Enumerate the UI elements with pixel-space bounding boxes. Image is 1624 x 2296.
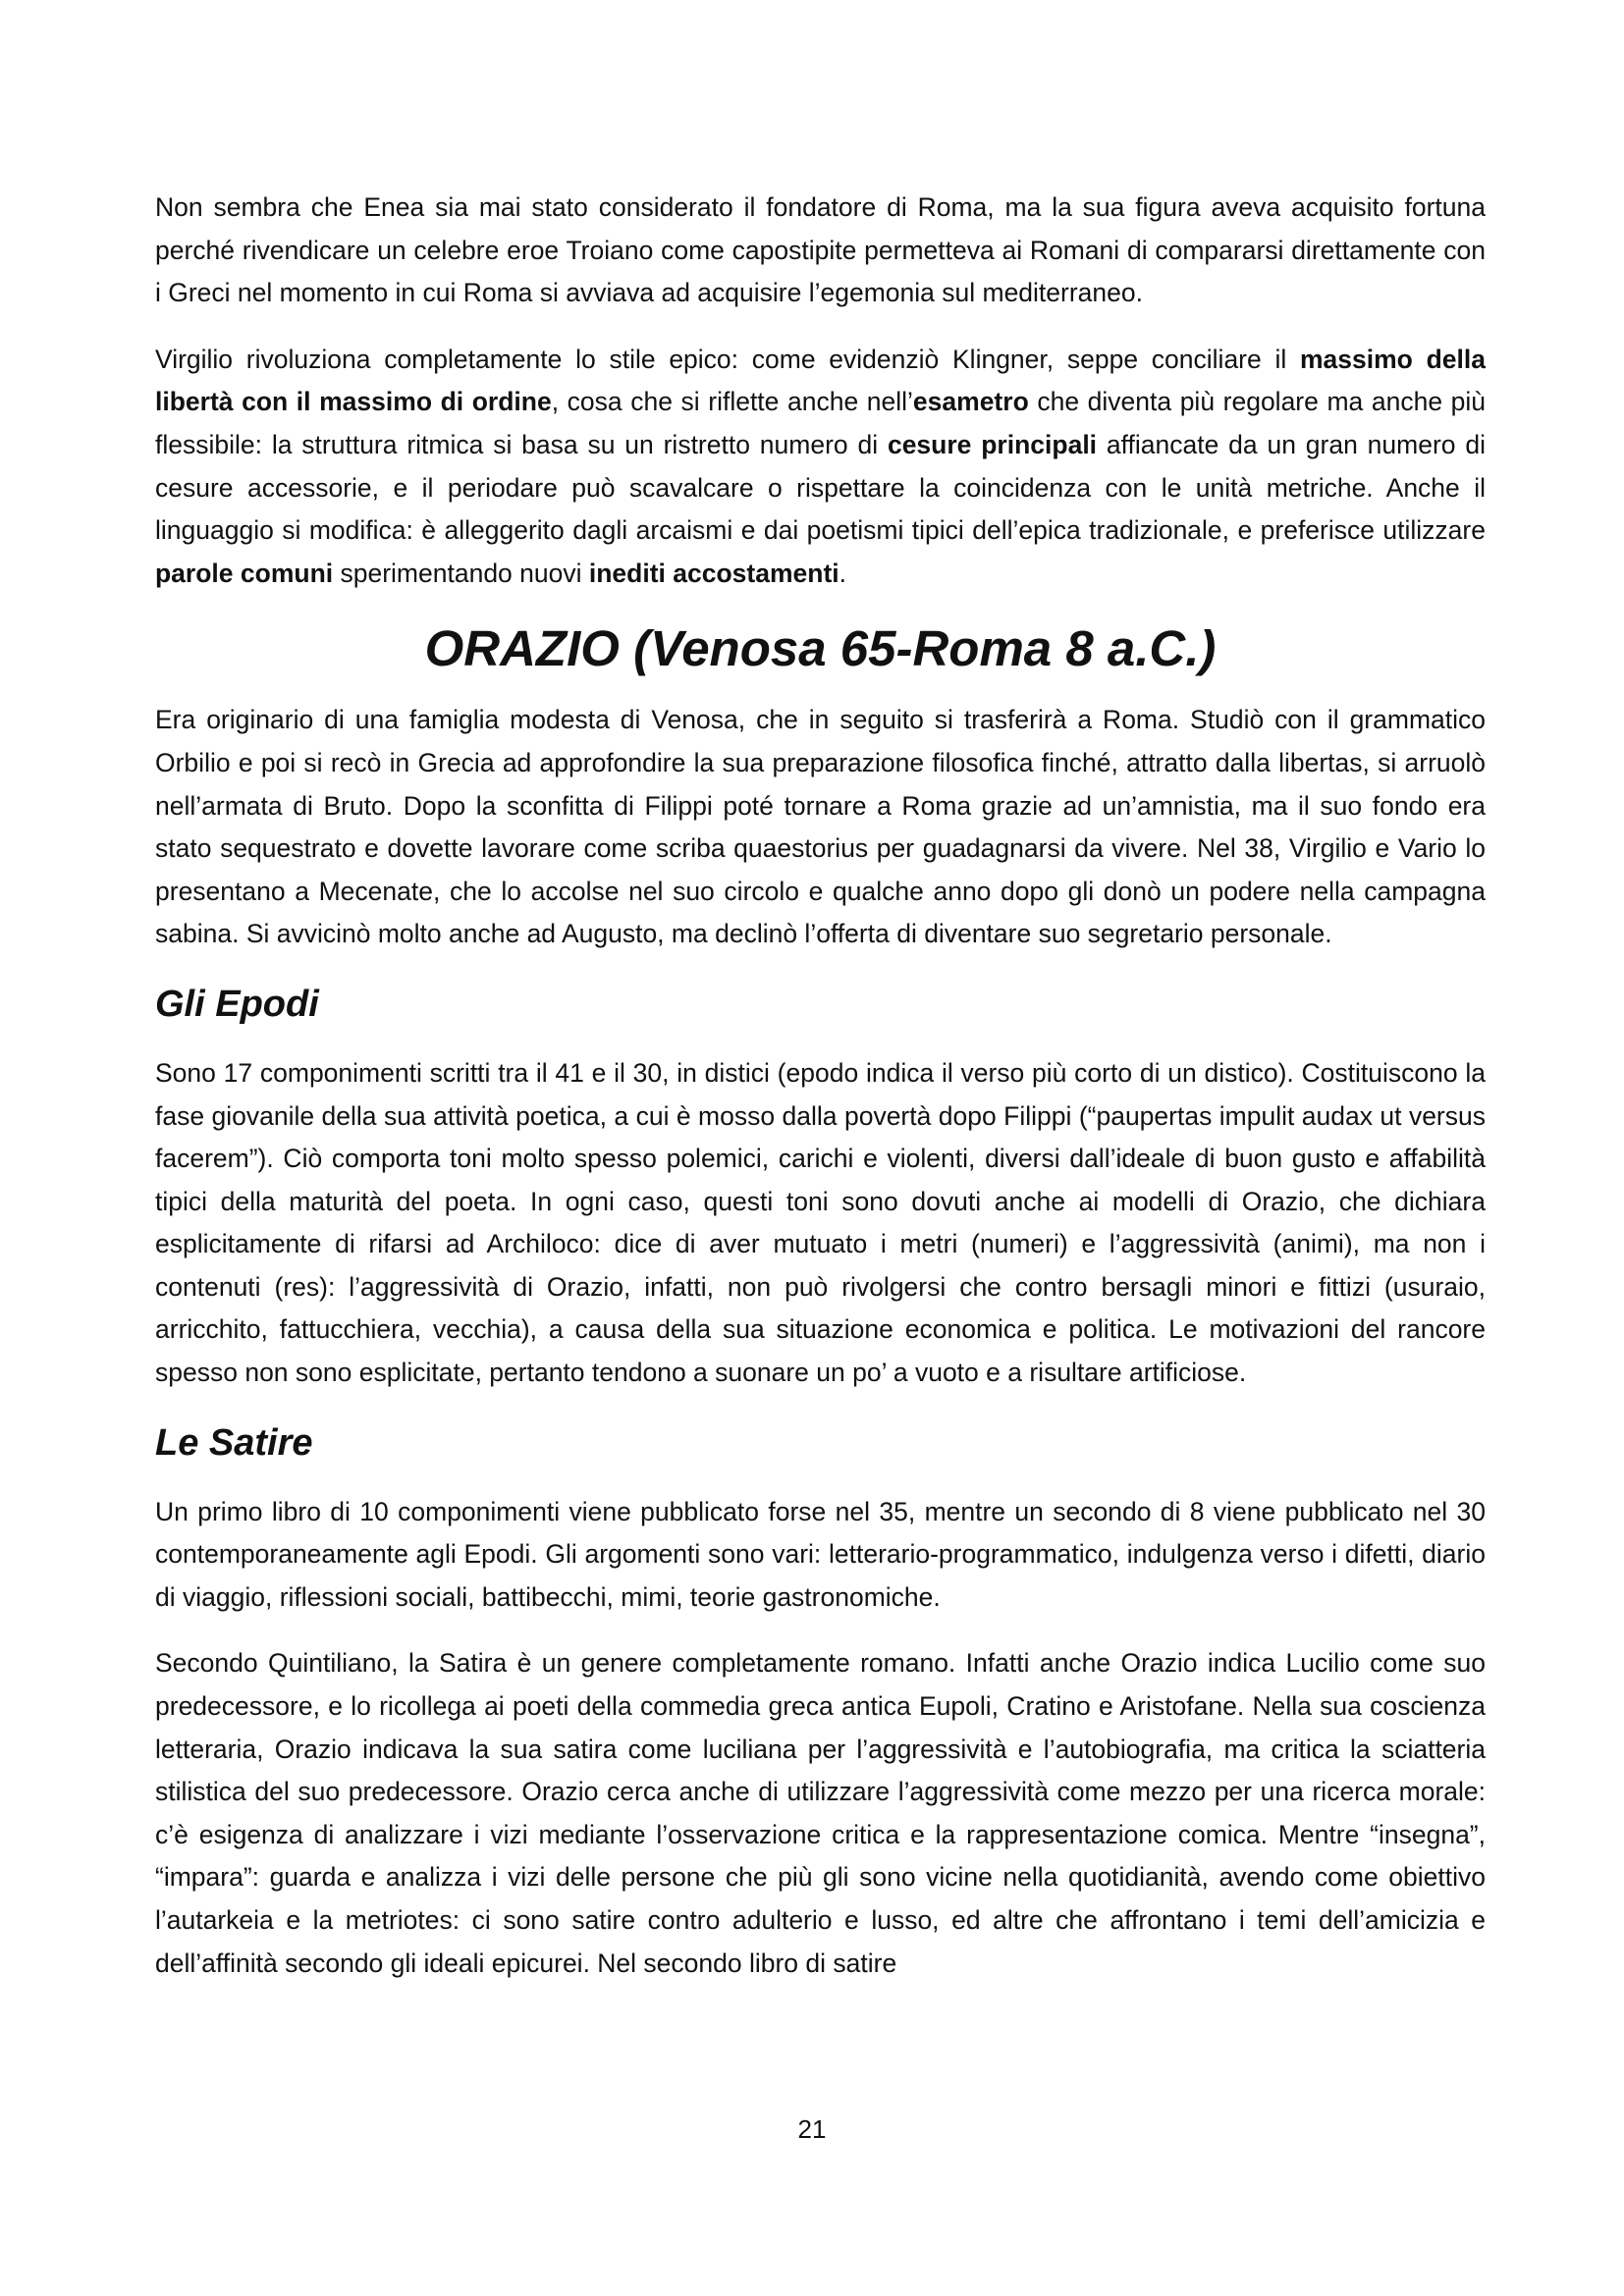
bold-term: esametro [912,387,1029,417]
heading-epodi: Gli Epodi [155,983,319,1025]
paragraph-epodi: Sono 17 componimenti scritti tra il 41 e il 30, in distici (epodo indica il verso più corto di un distico). Costituiscono la fase giovanile della sua attività poetica, a cui è mosso dalla povertà dopo Filippi (“paupertas impulit audax ut versus facerem”). Ciò comporta toni molto spesso polemici, carichi e violenti, diversi dall’ideale di buon gusto e affabilità tipici della maturità del poeta. In ogni caso, questi toni sono dovuti anche ai modelli di Orazio, che dichiara esplicitamente di rifarsi ad Archiloco: dice di aver mutuato i metri (numeri) e l’aggressività (animi), ma non i contenuti (res): l’aggressività di Orazio, infatti, non può rivolgersi che contro bersagli minori e fittizi (usuraio, arricchito, fattucchiera, vecchia), a causa della sua situazione economica e politica. Le motivazioni del rancore spesso non sono esplicitate, pertanto tendono a suonare un po’ a vuoto e a risultare artificiose. [155,1057,1486,1388]
bold-term: inediti accostamenti [588,558,839,588]
bold-term: cesure principali [887,429,1098,459]
text-run: Virgilio rivoluziona completamente lo stile epico: come evidenziò Klingner, seppe conciliare il [155,344,1300,374]
page-number: 21 [797,2114,827,2144]
document-body [155,187,1486,2008]
bold-term: massimo della libertà con il massimo di ordine [155,344,1486,417]
paragraph-enea: Non sembra che Enea sia mai stato considerato il fondatore di Roma, ma la sua figura aveva acquisito fortuna perché rivendicare un celebre eroe Troiano come capostipite permetteva ai Romani di compararsi direttamente con i Greci nel momento in cui Roma si avviava ad acquisire l’egemonia sul mediterraneo. [155,192,1486,308]
text-run: sperimentando nuovi [333,558,589,588]
paragraph-orazio-bio: Era originario di una famiglia modesta di Venosa, che in seguito si trasferirà a Roma. Studiò con il grammatico Orbilio e poi si recò in Grecia ad approfondire la sua preparazione filosofica finché, attratto dalla libertas, si arruolò nell’armata di Bruto. Dopo la sconfitta di Filippi poté tornare a Roma grazie ad un’amnistia, ma il suo fondo era stato sequestrato e dovette lavorare come scriba quaestorius per guadagnarsi da vivere. Nel 38, Virgilio e Vario lo presentano a Mecenate, che lo accolse nel suo circolo e qualche anno dopo gli donò un podere nella campagna sabina. Si avvicinò molto anche ad Augusto, ma declinò l’offerta di diventare suo segretario personale. [155,705,1486,949]
heading-orazio: ORAZIO (Venosa 65-Roma 8 a.C.) [424,620,1217,677]
paragraph-virgilio-stile [155,339,1486,596]
text-run: . [839,558,847,588]
text-run: , cosa che si riflette anche nell’ [551,387,913,417]
paragraph-satire-libri: Un primo libro di 10 componimenti viene pubblicato forse nel 35, mentre un secondo di 8 viene pubblicato nel 30 contemporaneamente agli Epodi. Gli argomenti sono vari: letterario-programmatico, indulgenza verso i difetti, diario di viaggio, riflessioni sociali, battibecchi, mimi, teorie gastronomiche. [155,1496,1486,1612]
paragraph-satire-genere: Secondo Quintiliano, la Satira è un genere completamente romano. Infatti anche Orazio indica Lucilio come suo predecessore, e lo ricollega ai poeti della commedia greca antica Eupoli, Cratino e Aristofane. Nella sua coscienza letteraria, Orazio indicava la sua satira come luciliana per l’aggressività e l’autobiografia, ma critica la sciatteria stilistica del suo predecessore. Orazio cerca anche di utilizzare l’aggressività come mezzo per una ricerca morale: c’è esigenza di analizzare i vizi mediante l’osservazione critica e la rappresentazione comica. Mentre “insegna”, “impara”: guarda e analizza i vizi delle persone che più gli sono vicine nella quotidianità, avendo come obiettivo l’autarkeia e la metriotes: ci sono satire contro adulterio e lusso, ed altre che affrontano i temi dell’amicizia e dell’affinità secondo gli ideali epicurei. Nel secondo libro di satire [155,1648,1486,1978]
text-run: che diventa più regolare ma anche più flessibile: la struttura ritmica si basa su un ristretto numero di [155,387,1487,459]
text-run: affiancate da un gran numero di cesure accessorie, e il periodare può scavalcare o rispettare la coincidenza con le unità metriche. Anche il linguaggio si modifica: è alleggerito dagli arcaismi e dai poetismi tipici dell’epica tradizionale, e preferisce utilizzare [155,429,1486,546]
heading-satire: Le Satire [155,1421,313,1464]
bold-term: parole comuni [155,558,334,588]
